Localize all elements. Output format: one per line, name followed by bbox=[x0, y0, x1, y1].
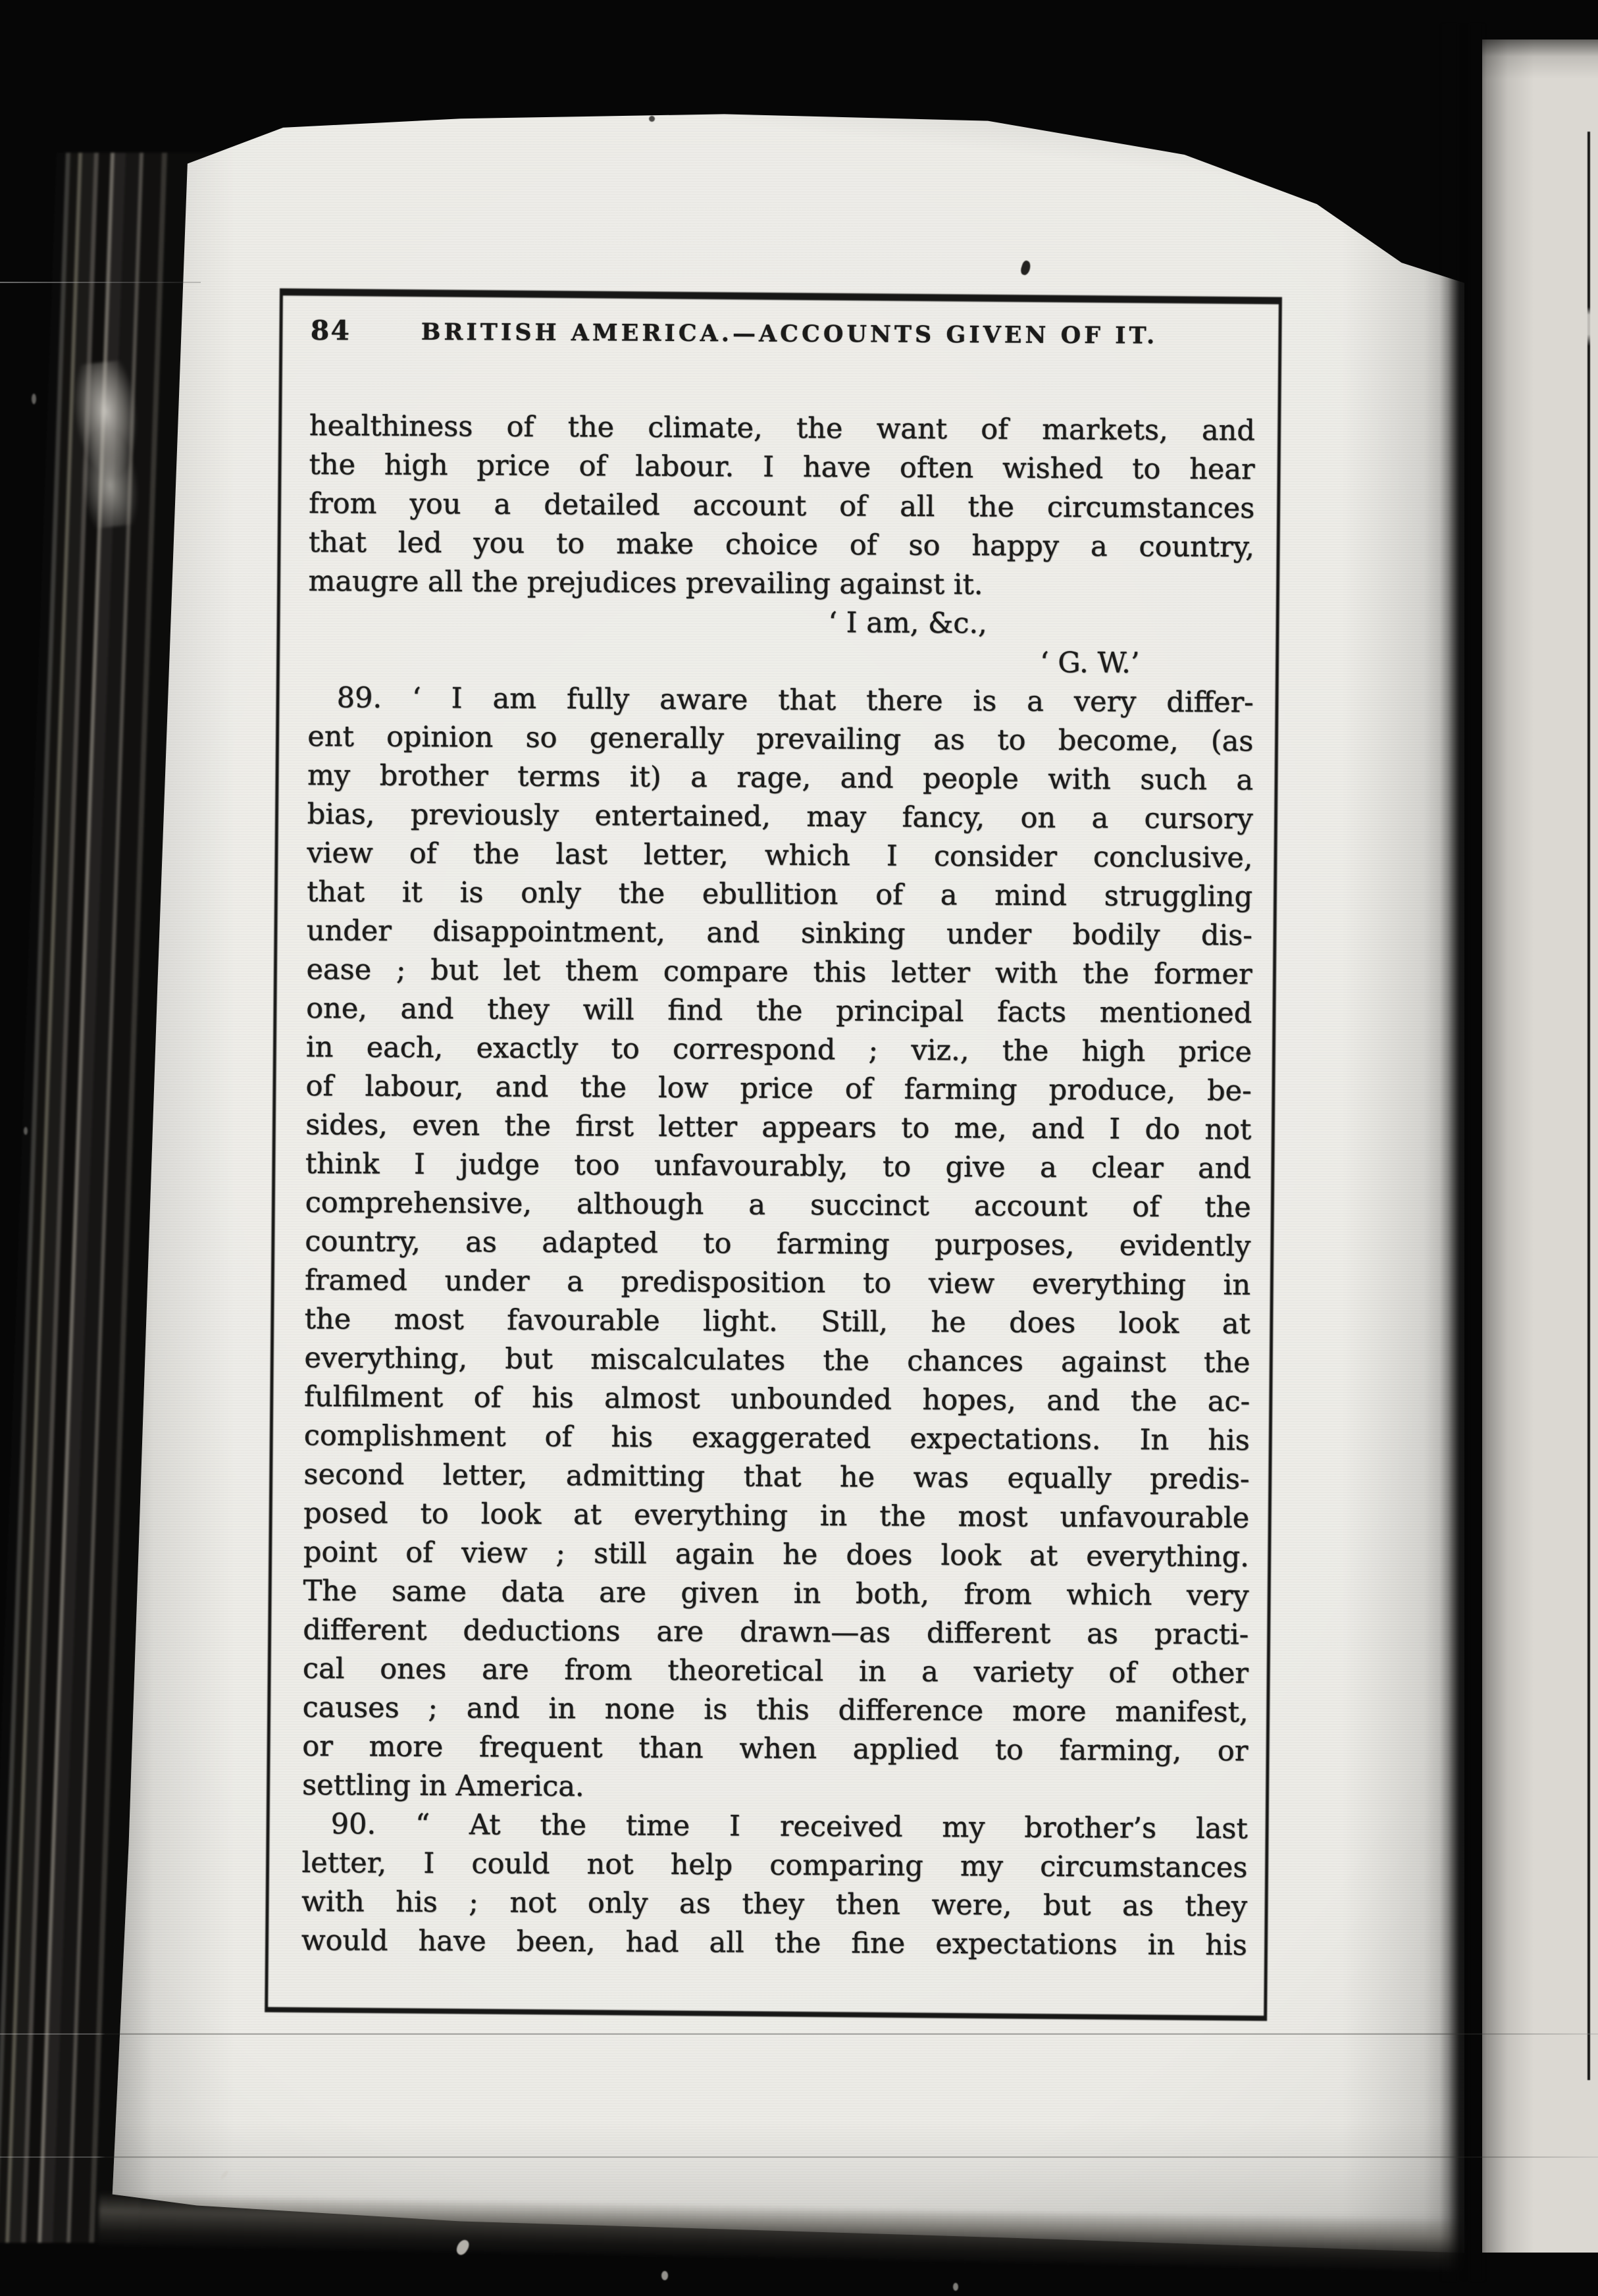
text-line: view of the last letter, which I consider conclusive, bbox=[307, 836, 1253, 875]
text-line: letter, I could not help comparing my circumstances bbox=[301, 1846, 1248, 1885]
text-line: comprehensive, although a succinct account of the bbox=[305, 1186, 1251, 1224]
dust-speck bbox=[32, 394, 36, 404]
text-line: point of view ; still again he does look at everything. bbox=[303, 1535, 1250, 1574]
text-line: of labour, and the low price of farming produce, be- bbox=[305, 1069, 1252, 1108]
text-line: sides, even the first letter appears to me, and I do not bbox=[305, 1108, 1252, 1147]
text-line: ‘ G. W.’ bbox=[1039, 646, 1140, 680]
text-line: with his ; not only as they then were, but as they bbox=[301, 1885, 1248, 1923]
page-number: 84 bbox=[310, 315, 351, 347]
text-line: my brother terms it) a rage, and people with such a bbox=[307, 758, 1254, 797]
facing-page-frame-line bbox=[1587, 132, 1590, 2080]
dust-speck bbox=[953, 2283, 958, 2291]
text-line: causes ; and in none is this difference more manifest, bbox=[302, 1690, 1249, 1729]
paragraph-block bbox=[301, 1805, 1248, 1966]
text-line: second letter, admitting that he was equally predis- bbox=[303, 1457, 1250, 1496]
facing-page-sliver bbox=[1482, 39, 1598, 2253]
text-line: 90. “ At the time I received my brother’s last bbox=[330, 1808, 1248, 1846]
text-line: or more frequent than when applied to farming, or bbox=[302, 1729, 1249, 1768]
signoff-block bbox=[308, 601, 1254, 684]
text-line: that it is only the ebullition of a mind struggling bbox=[307, 875, 1253, 914]
text-line: under disappointment, and sinking under bodily dis- bbox=[306, 914, 1252, 952]
text-line: fulfilment of his almost unbounded hopes, and the ac- bbox=[303, 1380, 1250, 1419]
text-line: the most favourable light. Still, he does look at bbox=[304, 1302, 1250, 1341]
text-line: in each, exactly to correspond ; viz., the high price bbox=[305, 1030, 1252, 1069]
text-line: different deductions are drawn—as different as practi- bbox=[303, 1613, 1249, 1652]
text-line: ent opinion so generally prevailing as to become, (as bbox=[307, 719, 1254, 758]
text-line: 89. ‘ I am fully aware that there is a very differ- bbox=[336, 681, 1254, 719]
text-line: The same data are given in both, from which very bbox=[303, 1574, 1249, 1613]
text-column bbox=[301, 407, 1255, 1965]
text-line: cal ones are from theoretical in a variety of other bbox=[302, 1652, 1249, 1690]
text-line: think I judge too unfavourably, to give a clear and bbox=[305, 1147, 1252, 1186]
text-line: one, and they will find the principal facts mentioned bbox=[306, 991, 1252, 1030]
text-line: would have been, had all the fine expectations in his bbox=[301, 1923, 1247, 1962]
text-line: bias, previously entertained, may fancy, on a cursory bbox=[307, 797, 1253, 836]
text-line: country, as adapted to farming purposes, evidently bbox=[305, 1224, 1251, 1263]
text-line: ease ; but let them compare this letter with the former bbox=[306, 952, 1252, 991]
text-line: maugre all the prejudices prevailing against it. bbox=[308, 564, 983, 602]
text-line: that led you to make choice of so happy a country, bbox=[308, 525, 1255, 564]
dust-speck bbox=[661, 2271, 668, 2280]
paragraph-block bbox=[302, 679, 1254, 1810]
text-line: complishment of his exaggerated expectations. In his bbox=[303, 1419, 1250, 1457]
page-header bbox=[309, 315, 1255, 359]
running-title: BRITISH AMERICA.—ACCOUNTS GIVEN OF IT. bbox=[421, 318, 1158, 350]
text-line: posed to look at everything in the most unfavourable bbox=[303, 1496, 1250, 1535]
text-line: healthiness of the climate, the want of markets, and bbox=[309, 409, 1255, 448]
text-line: ‘ I am, &c., bbox=[828, 606, 987, 640]
text-line: from you a detailed account of all the circumstances bbox=[309, 486, 1255, 525]
page-gutter-shadow bbox=[1440, 24, 1486, 2282]
text-line: everything, but miscalculates the chances against the bbox=[304, 1341, 1250, 1380]
text-line: framed under a predisposition to view everything in bbox=[304, 1263, 1251, 1302]
text-line: the high price of labour. I have often wished to hear bbox=[309, 448, 1255, 486]
text-line: settling in America. bbox=[301, 1768, 584, 1804]
paragraph-block bbox=[308, 407, 1255, 606]
